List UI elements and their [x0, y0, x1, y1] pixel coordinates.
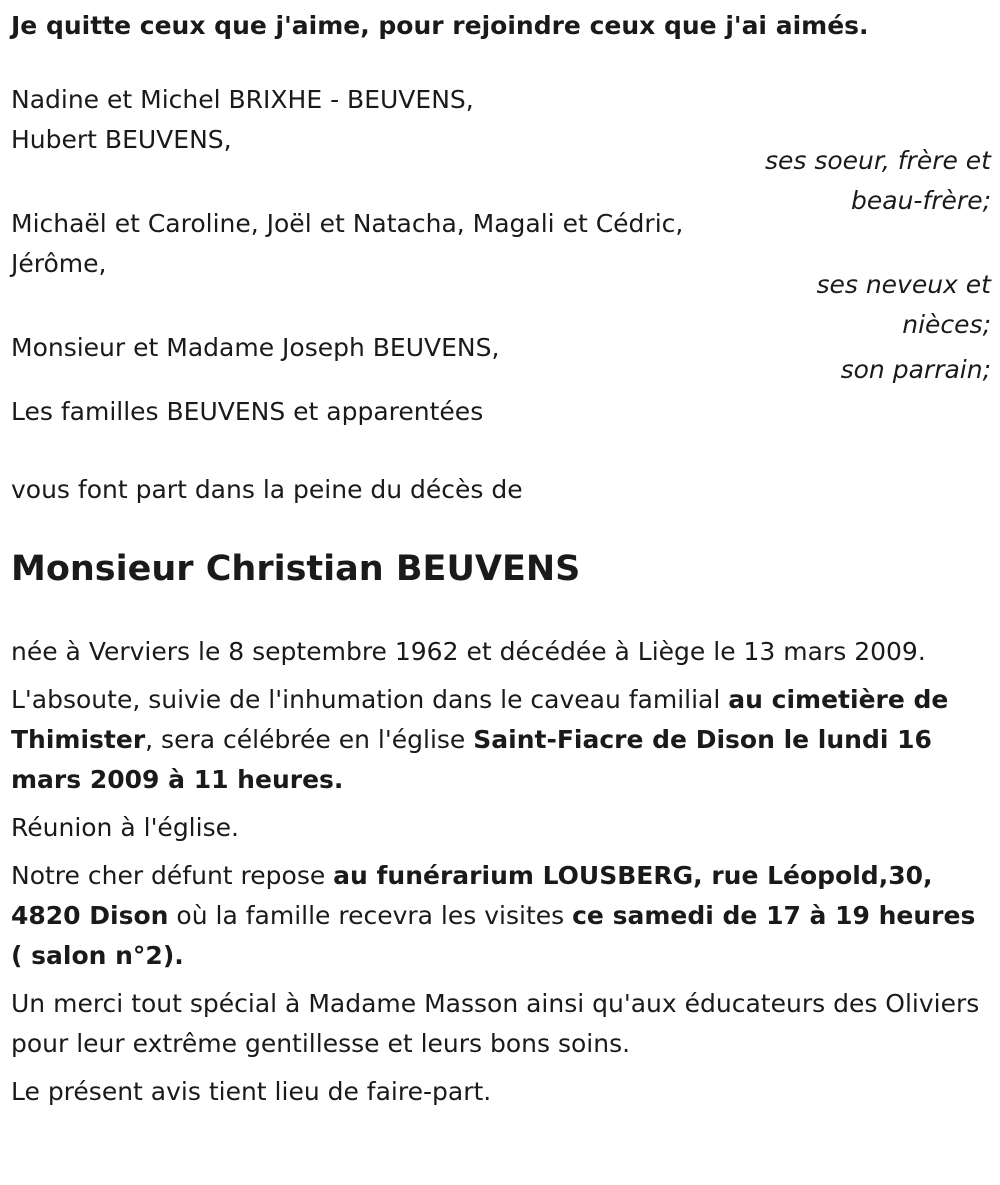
deceased-name: Monsieur Christian BEUVENS	[11, 549, 581, 589]
family-name-line: Nadine et Michel BRIXHE - BEUVENS,	[11, 85, 474, 114]
funeral-home-address: au funérarium LOUSBERG, rue Léopold,30, 4820 Dison	[11, 861, 933, 930]
relation-line: beau-frère;	[851, 186, 991, 215]
relation-label	[841, 350, 991, 390]
cemetery-location: au cimetière de Thimister	[11, 685, 949, 754]
ceremony-paragraph	[11, 680, 991, 800]
family-name-line: Hubert BEUVENS,	[11, 125, 232, 154]
closing-paragraph: Le présent avis tient lieu de faire-part.	[11, 1077, 492, 1106]
ceremony-text: L'absoute, suivie de l'inhumation dans le caveau familial	[11, 685, 729, 714]
details-section	[11, 632, 991, 1112]
birth-death-paragraph: née à Verviers le 8 septembre 1962 et décédée à Liège le 13 mars 2009.	[11, 637, 926, 666]
meeting-paragraph: Réunion à l'église.	[11, 813, 239, 842]
relation-line: nièces;	[902, 310, 991, 339]
announcement-line: vous font part dans la peine du décès de	[11, 475, 523, 504]
relation-line: son parrain;	[840, 355, 991, 384]
epigraph-quote: Je quitte ceux que j'aime, pour rejoindre ceux que j'ai aimés.	[11, 11, 869, 40]
visits-paragraph	[11, 856, 991, 976]
families-line: Les familles BEUVENS et apparentées	[11, 397, 484, 426]
visits-text: où la famille recevra les visites	[168, 901, 573, 930]
thanks-paragraph: Un merci tout spécial à Madame Masson ainsi qu'aux éducateurs des Oliviers pour leur extrême gentillesse et leurs bons soins.	[11, 989, 980, 1058]
family-name-line: Monsieur et Madame Joseph BEUVENS,	[11, 333, 500, 362]
family-name-line: Jérôme,	[11, 249, 107, 278]
family-name-line: Michaël et Caroline, Joël et Natacha, Magali et Cédric,	[11, 209, 684, 238]
visiting-hours: ce samedi de 17 à 19 heures ( salon n°2).	[11, 901, 976, 970]
relation-line: ses soeur, frère et	[764, 146, 991, 175]
ceremony-text: , sera célébrée en l'église	[145, 725, 474, 754]
relation-line: ses neveux et	[816, 270, 991, 299]
family-group-godparent	[11, 328, 991, 384]
obituary-notice	[11, 6, 991, 1120]
family-group-siblings	[11, 80, 991, 222]
church-date-time: Saint-Fiacre de Dison le lundi 16 mars 2009 à 11 heures.	[11, 725, 932, 794]
family-group-nephews	[11, 204, 991, 346]
visits-text: Notre cher défunt repose	[11, 861, 334, 890]
